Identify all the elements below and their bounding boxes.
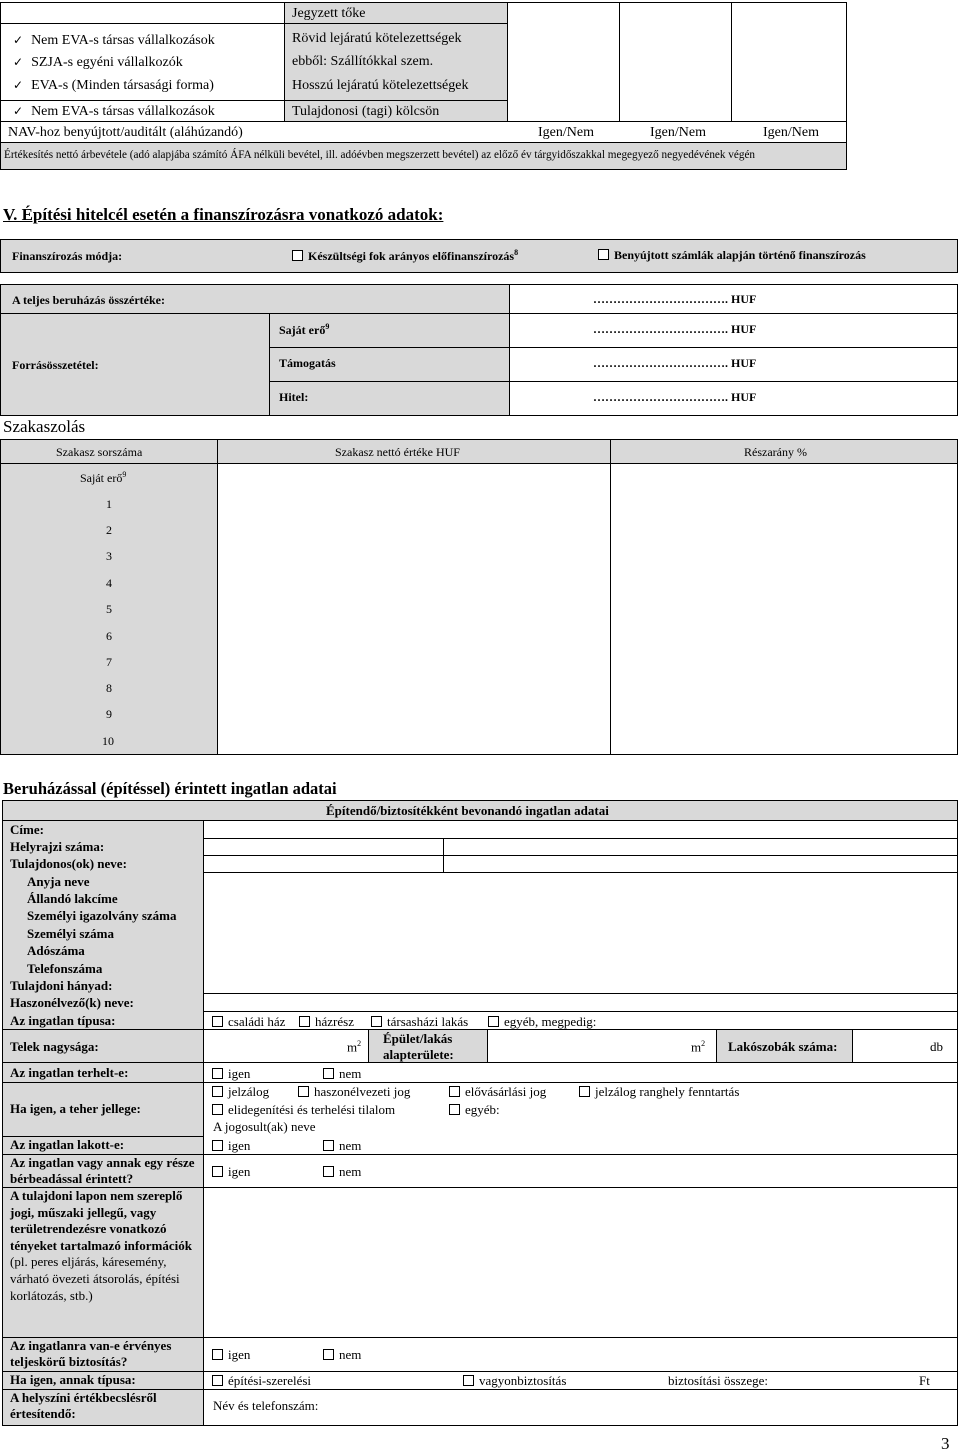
property-heading: Beruházással (építéssel) érintett ingatlan adatai [3, 779, 337, 798]
top-right-cell-0 [284, 2, 508, 24]
encumbered-yes[interactable]: igen [212, 1066, 250, 1082]
occupied-yes[interactable]: igen [212, 1138, 250, 1154]
field-rented: Az ingatlan vagy annak egy része bérbeadással érintett? [10, 1155, 195, 1186]
top-right-label-0: Jegyzett tőke [292, 6, 366, 21]
field-mother-name: Anyja neve [27, 874, 90, 889]
type-option-flat[interactable]: társasházi lakás [371, 1014, 468, 1030]
phasing-header-3 [610, 439, 958, 464]
burden-usufruct[interactable]: haszonélvezeti jog [298, 1084, 410, 1100]
checkbox-icon[interactable] [212, 1086, 223, 1097]
field-other-facts: A tulajdoni lapon nem szereplő jogi, műszaki jellegű, vagy területrendezésre vonatkozó tényeket tartalmazó információk (pl. peres eljárás, káresemény, várható övezeti átsorolás, építési korlátozás, stb.) [10, 1188, 192, 1303]
checkbox-icon[interactable] [212, 1068, 223, 1079]
phasing-header-2 [217, 439, 611, 464]
audited-row [0, 121, 847, 143]
building-area-label: Épület/lakás alapterülete: [383, 1031, 454, 1062]
value-col-2 [619, 2, 732, 122]
top-right-label-1: Rövid lejáratú kötelezettségek [292, 31, 462, 46]
audited-label: NAV-hoz benyújtott/auditált (aláhúzandó) [8, 125, 243, 140]
entitled-names-label: A jogosult(ak) neve [213, 1119, 316, 1134]
insurance-yes[interactable]: igen [212, 1347, 250, 1363]
checkbox-icon[interactable] [323, 1068, 334, 1079]
field-phone: Telefonszáma [27, 961, 103, 976]
own-label: Saját erő$^9$ [279, 322, 330, 337]
rooms-label-cell [716, 1030, 853, 1062]
checkbox-icon[interactable] [463, 1375, 474, 1386]
field-owners: Tulajdonos(ok) neve: [10, 856, 127, 871]
field-insurance-type: Ha igen, annak típusa: [10, 1372, 136, 1387]
checkbox-icon[interactable] [298, 1086, 309, 1097]
appraiser-name-phone[interactable]: Név és telefonszám: [213, 1398, 319, 1413]
field-plot-size: Telek nagysága: [10, 1039, 99, 1054]
credit-label: Hitel: [279, 390, 309, 404]
checkbox-icon[interactable] [299, 1016, 310, 1027]
phasing-table [0, 439, 958, 755]
phasing-heading: Szakaszolás [3, 417, 86, 436]
field-tax-number: Adószáma [27, 943, 85, 958]
top-left-block [0, 24, 285, 101]
checked-item-1: ✓ Nem EVA-s társas vállalkozások [13, 33, 215, 49]
checkbox-icon[interactable] [212, 1016, 223, 1027]
rented-no[interactable]: nem [323, 1164, 361, 1180]
type-option-other[interactable]: egyéb, megpedig: [488, 1014, 596, 1030]
top-right-label-4: Tulajdonosi (tagi) kölcsön [292, 104, 440, 119]
sales-note: Értékesítés nettó árbevétele (adó alapjába számító ÁFA nélküli bevétel, ill. adóévben megszerzett bevétel) az előző év tárgyidőszakkal megegyező negyedévének végén [4, 149, 756, 161]
checked-item-4: ✓ Nem EVA-s társas vállalkozások [13, 104, 215, 120]
field-property-type: Az ingatlan típusa: [10, 1013, 116, 1028]
top-left-cell-4 [0, 100, 285, 122]
phasing-percent-column[interactable] [610, 463, 958, 755]
burden-rank-reservation[interactable]: jelzálog ranghely fenntartás [579, 1084, 739, 1100]
total-label-cell [0, 284, 510, 314]
rooms-unit: db [930, 1039, 943, 1054]
top-right-label-3: Hosszú lejáratú kötelezettségek [292, 78, 469, 93]
checkbox-icon[interactable] [488, 1016, 499, 1027]
own-value: ……………………………. HUF [593, 322, 757, 336]
rented-yes[interactable]: igen [212, 1164, 250, 1180]
credit-value: ……………………………. HUF [593, 390, 757, 404]
checkbox-icon[interactable] [371, 1016, 382, 1027]
checkbox-icon[interactable] [212, 1140, 223, 1151]
phasing-row-5: 5 [106, 602, 112, 616]
sources-table [0, 284, 958, 416]
field-insurance: Az ingatlanra van-e érvényes teljeskörű biztosítás? [10, 1338, 172, 1369]
field-occupied: Az ingatlan lakott-e: [10, 1137, 125, 1152]
row-divider [203, 993, 958, 994]
total-label: A teljes beruházás összértéke: [12, 293, 165, 307]
plot-unit: $m^2$ [347, 1039, 362, 1055]
rooms-label: Lakószobák száma: [728, 1039, 838, 1054]
phasing-row-6: 6 [106, 629, 112, 643]
checkbox-icon[interactable] [323, 1140, 334, 1151]
phasing-header-2-label: Szakasz nettó értéke HUF [335, 445, 460, 459]
property-subheading: Építendő/biztosítékként bevonandó ingatlan adatai [326, 803, 609, 818]
phasing-header-1-label: Szakasz sorszáma [56, 445, 143, 459]
burden-preemption[interactable]: elővásárlási jog [449, 1084, 546, 1100]
checkbox-icon[interactable] [449, 1104, 460, 1115]
audited-value-1: Igen/Nem [538, 125, 594, 140]
row-divider [203, 1011, 958, 1012]
field-id-card: Személyi igazolvány száma [27, 908, 177, 923]
checkbox-icon[interactable] [449, 1086, 460, 1097]
checkbox-icon[interactable] [292, 250, 303, 261]
row-divider [203, 872, 958, 873]
audited-value-3: Igen/Nem [763, 125, 819, 140]
own-label-cell [269, 313, 510, 348]
phasing-header-1 [0, 439, 218, 464]
insurance-property[interactable]: vagyonbiztosítás [463, 1373, 566, 1389]
page-number: 3 [941, 1434, 950, 1453]
row-divider [203, 855, 958, 856]
column-divider [443, 838, 444, 872]
field-encumbered: Az ingatlan terhelt-e: [10, 1065, 129, 1080]
burden-other[interactable]: egyéb: [449, 1102, 500, 1118]
value-col-3 [731, 2, 847, 122]
credit-value-cell[interactable] [509, 381, 958, 416]
phasing-row-9: 9 [106, 707, 112, 721]
checkbox-icon[interactable] [323, 1166, 334, 1177]
field-address: Címe: [10, 822, 44, 837]
sources-label: Forrásösszetétel: [12, 358, 99, 372]
phasing-own-row: Saját erő$^9$ [80, 470, 127, 485]
checkbox-icon[interactable] [212, 1104, 223, 1115]
support-value-cell[interactable] [509, 347, 958, 382]
encumbered-no[interactable]: nem [323, 1066, 361, 1082]
phasing-row-4: 4 [106, 576, 112, 590]
phasing-row-8: 8 [106, 681, 112, 695]
insured-sum-label: biztosítási összege: [668, 1373, 769, 1388]
checkbox-icon[interactable] [212, 1349, 223, 1360]
building-area-unit: $m^2$ [691, 1039, 706, 1055]
checkbox-icon[interactable] [598, 249, 609, 260]
checkbox-icon[interactable] [323, 1349, 334, 1360]
top-right-label-2: ebből: Szállítókkal szem. [292, 54, 434, 69]
field-lot-number: Helyrajzi száma: [10, 839, 105, 854]
top-right-cell-4 [284, 100, 508, 122]
field-permanent-address: Állandó lakcíme [27, 891, 118, 906]
financing-option-progress[interactable]: Készültségi fok arányos előfinanszírozás$^8$ [292, 248, 518, 264]
checked-item-3: ✓ EVA-s (Minden társasági forma) [13, 78, 214, 94]
financing-option-invoices[interactable]: Benyújtott számlák alapján történő finanszírozás [598, 248, 866, 263]
phasing-row-3: 3 [106, 549, 112, 563]
credit-label-cell [269, 381, 510, 416]
support-label-cell [269, 347, 510, 382]
own-value-cell[interactable] [509, 313, 958, 348]
occupied-no[interactable]: nem [323, 1138, 361, 1154]
type-option-house[interactable]: családi ház [212, 1014, 285, 1030]
field-appraiser-contact: A helyszíni értékbecslésről értesítendő: [10, 1390, 157, 1421]
row-divider [2, 1082, 958, 1083]
support-label: Támogatás [279, 356, 336, 370]
support-value: ……………………………. HUF [593, 356, 757, 370]
sales-note-row [0, 142, 847, 170]
top-table [0, 0, 960, 172]
audited-value-2: Igen/Nem [650, 125, 706, 140]
burden-alienation-ban[interactable]: elidegenítési és terhelési tilalom [212, 1102, 395, 1118]
row-divider [2, 1062, 958, 1063]
phasing-row-7: 7 [106, 655, 112, 669]
property-subheading-row [2, 800, 958, 821]
row-divider [2, 1371, 958, 1372]
financing-row [0, 239, 958, 273]
phasing-row-2: 2 [106, 523, 112, 537]
section-5-heading: V. Építési hitelcél esetén a finanszírozásra vonatkozó adatok: [3, 205, 444, 224]
phasing-row-10: 10 [102, 734, 114, 748]
checkbox-icon[interactable] [579, 1086, 590, 1097]
burden-mortgage[interactable]: jelzálog [212, 1084, 269, 1100]
phasing-header-3-label: Részarány % [744, 445, 807, 459]
type-option-house-part[interactable]: házrész [299, 1014, 354, 1030]
total-value: ……………………………. HUF [593, 292, 757, 306]
insurance-construction[interactable]: építési-szerelési [212, 1373, 311, 1389]
insured-sum-unit: Ft [919, 1373, 930, 1388]
field-burden-type: Ha igen, a teher jellege: [10, 1101, 141, 1116]
financing-label: Finanszírozás módja: [12, 249, 123, 263]
checked-item-2: ✓ SZJA-s egyéni vállalkozók [13, 55, 183, 71]
total-value-cell[interactable] [509, 284, 958, 314]
field-personal-number: Személyi száma [27, 926, 115, 941]
building-area-label-cell [368, 1030, 488, 1062]
checkbox-icon[interactable] [212, 1166, 223, 1177]
insurance-no[interactable]: nem [323, 1347, 361, 1363]
sources-label-cell [0, 313, 270, 416]
phasing-value-column[interactable] [217, 463, 611, 755]
phasing-row-1: 1 [106, 497, 112, 511]
field-usufruct: Haszonélvező(k) neve: [10, 995, 134, 1010]
property-table [0, 800, 958, 1426]
checkbox-icon[interactable] [212, 1375, 223, 1386]
top-right-block [284, 24, 508, 101]
value-col-1 [507, 2, 620, 122]
top-left-cell-0 [0, 2, 285, 24]
field-ownership-share: Tulajdoni hányad: [10, 978, 113, 993]
row-divider [203, 838, 958, 839]
